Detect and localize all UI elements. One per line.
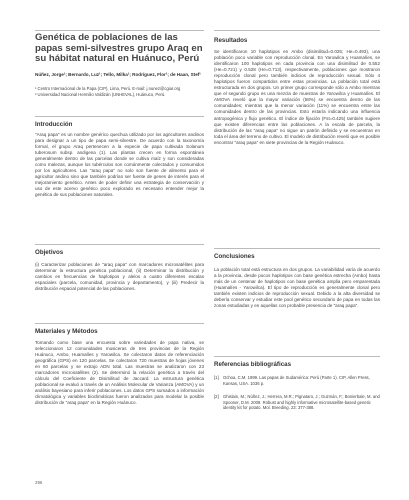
text-materiales: Tomando como base una encuesta sobre variedades de papa nativa, se seleccionaron 12 comunidades musiceras de tres provincias de la Región Huánuco, Ambo, Huamalíes y Yarowilca. Se colectaron datos de referenciación geográfica (GPS) en 120 parcelas. Se colectaron 720 muestras de hojas jóvenes en 60 parcelas y se extrajo ADN total. Las muestras se analizaron con 23 marcadores microsatélites (2). Se determinó la relación genética a través del cálculo del Coeficiente de Disimilitud de Jaccard. La estructura genética poblacional se evaluó a través de un Análisis Molecular de Varianza (AMOVA) y un análisis bayesiano para inferir poblaciones. Los datos GPS sumados a información climatológica y variables bioclimáticas fueron analizados para modelar la posible distribución de "araq papa" en la Región Huánuco. — [35, 340, 204, 406]
heading-materiales: Materiales y Métodos — [35, 328, 98, 335]
reference-number: [1] — [214, 375, 219, 380]
text-conclusiones: La población total está estructura en dos grupos. La variabilidad varía de acuerdo a la provincia, desde pocos haplotipos con base genética estrecha (Ambo) hasta más de un centenar de haplotipos con base genética amplia pero emparentada (Huamalíes - Yarowilca). El tipo de reproducción es generalmente clonal pero también existen indicios de reproducción sexual. Debido a la alta diversidad se debería conservar y estudiar este pool genético secundario de papa en todas las zonas estudiadas y en aquellas con probable presencia de "araq papa". — [214, 267, 380, 309]
heading-conclusiones: Conclusiones — [214, 253, 255, 260]
text-resultados: Se identificaron 10 haplotipos en Ambo (disimilitud=0.025; He=0.493), una población poco variable con reproducción clonal. En Yarowilca y Huamalíes, se identificaron 100 haplotipos en cada provincia con una disimilitud de 0.552 (He=0.721) y 0.528 (He=0.713), respectivamente, poblaciones que mostraron reproducción clonal pero también indicios de reproducción sexual. Sólo 4 haplotipos fueron compartidos entre estas provincias. La población total está estructurada en dos grupos. Un primer grupo corresponde sólo a Ambo mientras que el segundo grupo es una mezcla de muestras de Yarowilca y Huamalíes. El AMOVA reveló que la mayor variación (58%) se encuentra dentro de las comunidades; mientras que la menor variación (11%) se encuentra entre las comunidades dentro de las provincias. Esto estaría indicando una influencia antropogénica y flujo genético. El índice de fijación (Fst=0.425) también sugiere que existen diferencias entre las poblaciones. A la escala de parcela, la distribución de las "araq papa" no sigue un patrón definido y se encuentran en toda el área del terreno de cultivo. El modelo de distribución reveló que es posible encontrar "araq papa" en siete provincias de la Región Huánuco. — [214, 49, 380, 145]
divider — [214, 356, 380, 357]
heading-resultados: Resultados — [214, 37, 248, 44]
heading-referencias: Referencias bibliográficas — [214, 361, 292, 368]
reference-text: Ochoa, C.M. 1999. Las papas de Sudamérica: Perú (Parte 1). CIP, Allen Press, Kansas, USA. 1036 p. — [223, 375, 370, 386]
heading-introduccion: Introducción — [35, 121, 73, 128]
affiliation-2: ² Universidad Nacional Hermilio Valdizán (UNHEVAL), Huánuco, Perú. — [35, 91, 166, 97]
article-authors: Núñez, Jorge¹; Bernardo, Luz¹; Tello, Milka¹; Rodríguez, Flor¹; de Haan, Stef¹ — [35, 72, 201, 77]
text-introduccion: "Araq papa" es un nombre genérico quechua utilizado por los agricultores andinos para designar a un tipo de papa semi-silvestre. De acuerdo con la taxonomía formal, el grupo Araq pertenecen a la especie de papa cultivada Solanum tuberosum subsp. andigena (1). Las plantas crecen en forma espontánea generalmente dentro de las parcelas donde se cultiva maíz y son consideradas como malezas, aunque los tubérculos son comúnmente colectados y consumidos por los agricultores. Las "araq papa" no solo son fuente de alimento para el agricultor andino sino que también podrían ser fuente de genes de interés para el mejoramiento genético. Antes de poder definir una estrategia de conservación y uso de este acervo genético poco explorado es necesario entender mejor la genética de sus poblaciones naturales. — [35, 132, 204, 198]
divider — [35, 116, 204, 117]
divider — [35, 244, 204, 245]
divider — [214, 248, 380, 249]
text-objetivos: (i) Caracterizar poblaciones de "araq papa" con marcadores microsatélites para determinar la estructura genética poblacional, (ii) Determinar la distribución y cambios en frecuencias de haplotipos y alelos a cuatro diferentes escalas espaciales (parcela, comunidad, provincia y departamento), y (iii) Predecir la distribución espacial potencial de las poblaciones. — [35, 262, 204, 292]
reference-item — [214, 394, 380, 418]
divider — [35, 323, 204, 324]
affiliation-1: ¹ Centro Internacional de la Papa (CIP), Lima, Perú. E-mail: j.nunez@cgiar.org — [35, 86, 181, 91]
heading-objetivos: Objetivos — [35, 249, 64, 256]
affiliations — [35, 86, 205, 97]
page-number: 296 — [35, 480, 43, 485]
reference-number: [2] — [214, 394, 219, 399]
top-rule-right — [214, 30, 380, 31]
reference-text: Ghislain, M.; Núñez, J.; Herrera, M.R.; Pignataro, J.; Guzmán, F.; Bonierbale, M. and Spooner, D.M. 2009. Robust and highly informative microsatellite-based genetic identity kit for potato. Mol. Breeding. 23: 377-388. — [223, 394, 380, 410]
reference-item — [214, 375, 380, 393]
article-title: Genética de poblaciones de las papas semi-silvestres grupo Araq en su hábitat natural en Huánuco, Perú — [35, 32, 203, 65]
top-rule-left — [35, 30, 204, 31]
